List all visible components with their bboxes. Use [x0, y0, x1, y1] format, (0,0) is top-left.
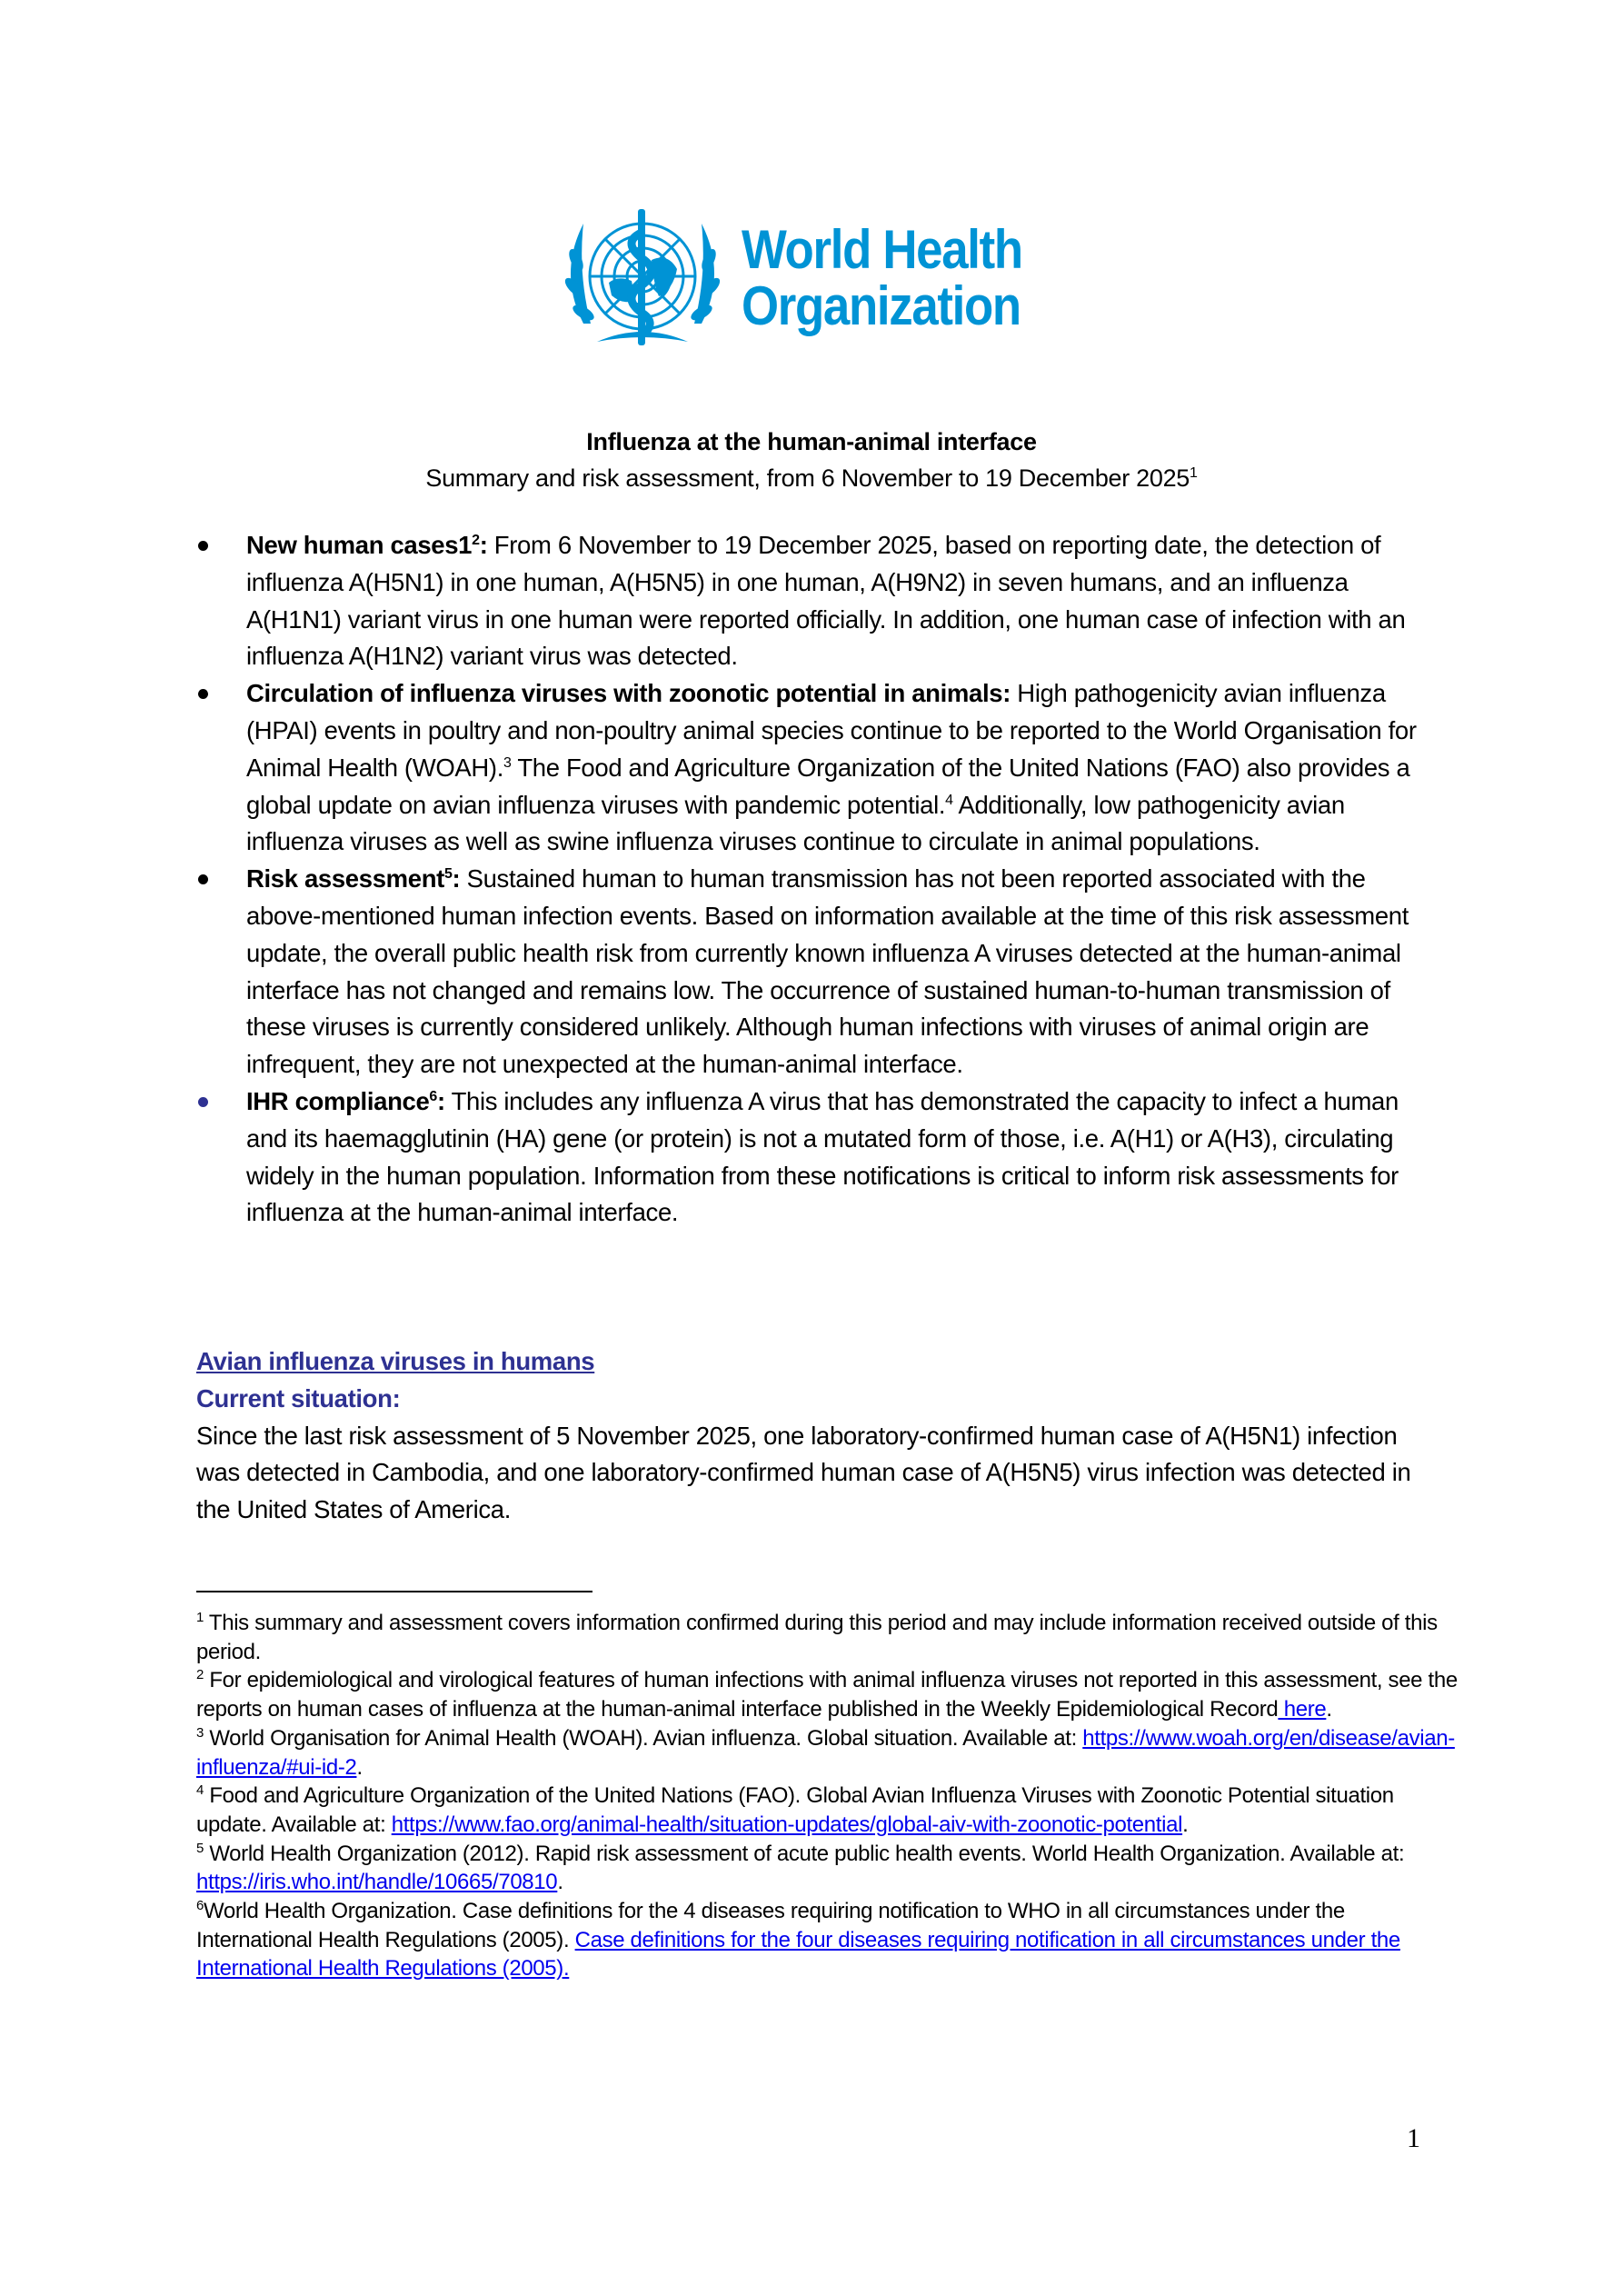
footnote-ref-6[interactable]: 6: [429, 1088, 437, 1104]
section-paragraph: Since the last risk assessment of 5 November 2025, one laboratory-confirmed human case of A(H5N1) infection was detected in Cambodia, and one laboratory-confirmed human case of A(H5N5) virus infection was detected in the United States of America.: [196, 1421, 1411, 1524]
who-emblem-icon: [556, 196, 729, 360]
logo-line-1: World Health: [742, 219, 1022, 280]
footnote-3-link[interactable]: https://www.woah.org/en/disease/avian-influenza/#ui-id-2: [196, 1725, 1455, 1780]
footnotes: [196, 1609, 1459, 1983]
bullet-ihr-compliance: IHR compliance$^6$: This includes any influenza A virus that has demonstrated the capacity to infect a human and its haemagglutinin (HA) gene (or protein) is not a mutated form of those, i.e. A(H1) or A(H3), circulating widely in the human population. Information from these notifications is critical to inform risk assessments for influenza at the human-animal interface.: [196, 1083, 1441, 1232]
page-number: 1: [1407, 2123, 1420, 2153]
bullet-new-human-cases: New human $cases1^2$: From 6 November to 19 December 2025, based on reporting date, the detection of influenza A(H5N1) in one human, A(H5N5) in one human, A(H9N2) in seven humans, and an influenza A(H1N1) variant virus in one human were reported officially. In addition, one human case of infection with an influenza A(H1N2) variant virus was detected.: [196, 527, 1441, 675]
footnote-2: $^2$ For epidemiological and virological features of human infections with animal influenza viruses not reported in this assessment, see the reports on human cases of influenza at the human-animal interface published in the Weekly Epidemiological Record here.: [196, 1667, 1458, 1722]
footnote-6: $^6$World Health Organization. Case definitions for the 4 diseases requiring notification to WHO in all circumstances under the International Health Regulations (2005). Case definitions for the four diseases requiring notification in all circumstances under the International Health Regulations (2005).: [196, 1898, 1400, 1982]
bullet-circulation: Circulation of influenza viruses with zoonotic potential in animals: High pathogenicity avian influenza (HPAI) events in poultry and non-poultry animal species continue to be reported to the World Organisation for Animal Health (WOAH).$^3$ The Food and Agriculture Organization of the United Nations (FAO) also provides a global update on avian influenza viruses with pandemic potential.$^4$ Additionally, low pathogenicity avian influenza viruses as well as swine influenza viruses continue to circulate in animal populations.: [196, 675, 1441, 861]
footnote-4-link[interactable]: https://www.fao.org/animal-health/situation-updates/global-aiv-with-zoonotic-potential: [391, 1812, 1183, 1837]
summary-bullets: [196, 527, 1441, 1232]
bullet-icon: [198, 874, 208, 884]
document-title: Influenza at the human-animal interface: [586, 428, 1037, 455]
footnote-ref-2[interactable]: 2: [472, 532, 480, 548]
bullet-icon: [198, 689, 208, 699]
footnote-3: $^3$ World Organisation for Animal Health (WOAH). Avian influenza. Global situation. Available at: https://www.woah.org/en/disease/avian-influenza/#ui-id-2.: [196, 1724, 1455, 1780]
logo-line-2: Organization: [742, 275, 1021, 336]
bullet-icon: [198, 1097, 208, 1107]
bullet-risk-assessment: Risk assessment$^5$: Sustained human to human transmission has not been reported associated with the above-mentioned human infection events. Based on information available at the time of this risk assessment update, the overall public health risk from currently known influenza A viruses detected at the human-animal interface has not changed and remains low. The occurrence of sustained human-to-human transmission of these viruses is currently considered unlikely. Although human infections with viruses of animal origin are infrequent, they are not unexpected at the human-animal interface.: [196, 861, 1441, 1083]
footnote-2-link[interactable]: here: [1278, 1697, 1327, 1722]
footnote-5: $^5$ World Health Organization (2012). Rapid risk assessment of acute public health events. World Health Organization. Available at: https://iris.who.int/handle/10665/70810.: [196, 1840, 1405, 1895]
footnote-ref-3[interactable]: 3: [503, 754, 512, 771]
footnote-4: $^4$ Food and Agriculture Organization of the United Nations (FAO). Global Avian Influenza Viruses with Zoonotic Potential situation update. Available at: https://www.fao.org/animal-health/situation-updates/global-aiv-with-zoonotic-potential.: [196, 1782, 1394, 1837]
title-block: [0, 424, 1623, 496]
footnote-ref-4[interactable]: 4: [945, 792, 953, 808]
footnote-5-link[interactable]: https://iris.who.int/handle/10665/70810: [196, 1870, 558, 1895]
document-subtitle: Summary and risk assessment, from 6 November to 19 December 2025$^1$: [425, 464, 1198, 492]
bullet-icon: [198, 541, 208, 551]
who-logo: [556, 196, 1083, 360]
footnote-ref-1[interactable]: 1: [1190, 465, 1198, 481]
footnote-separator: [196, 1591, 592, 1592]
footnote-6-link[interactable]: Case definitions for the four diseases requiring notification in all circumstances under the International Health Regulations (2005).: [196, 1927, 1400, 1982]
avian-influenza-section: [196, 1343, 1441, 1529]
footnote-ref-5[interactable]: 5: [443, 866, 453, 883]
section-heading: Avian influenza viruses in humans: [196, 1347, 595, 1375]
footnote-1: $^1$ This summary and assessment covers information confirmed during this period and may include information received outside of this period.: [196, 1610, 1438, 1664]
section-subheading: Current situation:: [196, 1383, 401, 1413]
